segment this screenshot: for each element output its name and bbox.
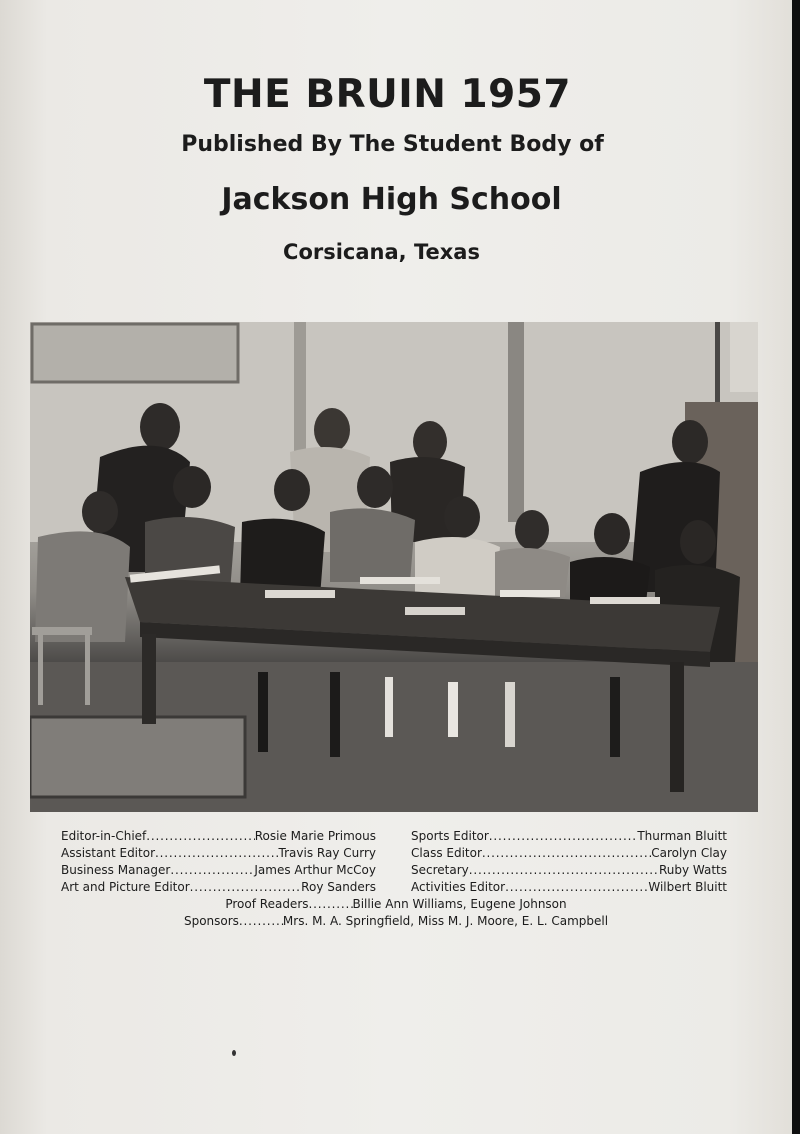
staff-role: Art and Picture Editor [61, 880, 190, 894]
staff-row [411, 862, 727, 879]
staff-role: Editor-in-Chief [61, 829, 147, 843]
staff-row [61, 828, 376, 845]
staff-row [61, 862, 376, 879]
staff-role: Class Editor [411, 846, 482, 860]
staff-photo-drawing [30, 322, 758, 812]
staff-role: Activities Editor [411, 880, 506, 894]
dot-leader [469, 862, 659, 879]
staff-name: Ruby Watts [658, 863, 727, 877]
staff-name: Roy Sanders [301, 880, 376, 894]
page-subtitle: Published By The Student Body of [181, 132, 604, 157]
dot-leader [155, 845, 279, 862]
staff-name: Travis Ray Curry [278, 846, 376, 860]
staff-name: Thurman Bluitt [637, 829, 727, 843]
school-name: Jackson High School [221, 182, 562, 217]
scan-edge [792, 0, 800, 1134]
dot-leader [489, 828, 638, 845]
sponsors-line [0, 913, 792, 930]
staff-name: James Arthur McCoy [254, 863, 376, 877]
staff-role: Business Manager [61, 863, 171, 877]
page-title: THE BRUIN 1957 [203, 72, 572, 117]
proof-readers-role: Proof Readers [225, 897, 309, 911]
school-location: Corsicana, Texas [283, 240, 480, 264]
staff-row [411, 879, 727, 896]
proof-readers-line [0, 896, 792, 913]
dot-leader [190, 879, 302, 896]
ink-speck [232, 1050, 236, 1056]
dot-leader [170, 862, 254, 879]
staff-name: Rosie Marie Primous [254, 829, 376, 843]
staff-group-photo [30, 322, 758, 812]
dot-leader [146, 828, 254, 845]
staff-list-right [411, 828, 727, 896]
staff-row [411, 828, 727, 845]
dot-leader [482, 845, 651, 862]
staff-role: Secretary [411, 863, 469, 877]
staff-list-left [61, 828, 376, 896]
staff-name: Carolyn Clay [651, 846, 727, 860]
staff-row [61, 845, 376, 862]
sponsors-role: Sponsors [183, 914, 239, 928]
sponsors-names: Mrs. M. A. Springfield, Miss M. J. Moore, E. L. Campbell [282, 914, 609, 928]
staff-role: Sports Editor [411, 829, 489, 843]
staff-role: Assistant Editor [61, 846, 155, 860]
staff-row [411, 845, 727, 862]
staff-row [61, 879, 376, 896]
proof-readers-names: Billie Ann Williams, Eugene Johnson [352, 897, 567, 911]
dot-leader [505, 879, 648, 896]
staff-name: Wilbert Bluitt [648, 880, 727, 894]
dot-leader: . . . . . . . . . . [308, 897, 353, 911]
dot-leader: . . . . . . . . . . [238, 914, 283, 928]
